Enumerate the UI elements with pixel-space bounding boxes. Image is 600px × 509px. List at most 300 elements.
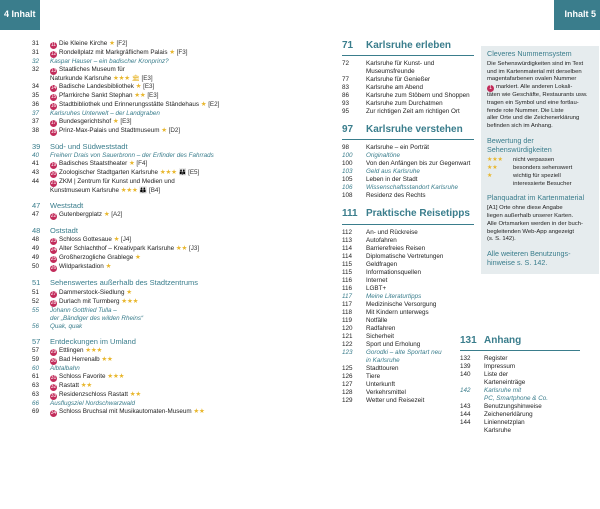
entry-title: An- und Rückreise — [366, 228, 418, 236]
page-number: 112 — [342, 228, 353, 236]
entry-title: Liste der — [484, 371, 509, 379]
entry-title: Medizinische Versorgung — [366, 300, 437, 308]
entry-text — [50, 49, 282, 58]
toc-entry — [342, 357, 474, 365]
entry-text — [50, 187, 282, 195]
page-number: 72 — [342, 60, 350, 68]
page-number: 47 — [32, 211, 40, 219]
sight-number-badge: 18 — [50, 129, 57, 135]
page-number: 34 — [32, 83, 40, 90]
toc-entry — [460, 371, 580, 379]
entry-title: Register — [484, 355, 508, 363]
section-title-ausserhalb: 51 Sehenswertes außerhalb des Stadtzentrums — [32, 278, 198, 288]
grid-reference: [B4] — [148, 187, 161, 195]
toc-entry — [32, 298, 282, 307]
sight-number-badge: 15 — [50, 94, 57, 100]
page-number: 61 — [32, 372, 40, 380]
page-number: 140 — [460, 371, 471, 379]
entry-title: Zeichenerklärung — [484, 411, 533, 419]
rating-stars: ★ — [200, 101, 207, 108]
sight-number-badge: 17 — [50, 120, 57, 126]
page-number: 142 — [460, 387, 471, 395]
entry-title: Schloss Favorite — [59, 372, 106, 380]
toc-entry — [342, 100, 474, 108]
sight-number-badge: 27 — [50, 290, 57, 297]
entry-title: Verkehrsmittel — [366, 388, 406, 396]
entry-text — [50, 254, 282, 263]
page-number: 93 — [342, 100, 350, 108]
toc-entry — [342, 309, 474, 317]
entry-title: Staatliches Museum für — [59, 66, 125, 73]
sidebar-more-hints — [487, 250, 593, 268]
entry-title: Ausflugsziel Nordschwarzwald — [50, 399, 136, 407]
entry-title: Johann Gottfried Tulla – — [50, 306, 117, 314]
rating-stars: ★★ — [175, 245, 188, 253]
entry-title: Schloss Bruchsal mit Musikautomaten-Museum — [59, 407, 192, 415]
entry-title: Wildparkstadion — [59, 263, 104, 271]
page-number — [342, 68, 366, 76]
sidebar-line: befinden sich im Anhang. — [487, 123, 553, 130]
rating-stars: ★ — [126, 288, 132, 296]
page-number: 59 — [32, 355, 40, 363]
sidebar-line: markiert. Alle anderen Lokali- — [496, 84, 573, 91]
toc-entry — [32, 110, 282, 118]
legend-row — [487, 181, 593, 188]
page-number: 31 — [32, 49, 40, 56]
rating-stars: ★ — [161, 127, 167, 134]
toc-entry — [342, 229, 474, 237]
page-number: 37 — [32, 110, 40, 117]
rating-stars: ★★★ — [121, 297, 139, 305]
toc-entry — [32, 289, 282, 298]
entry-title: Karlsruhe am Abend — [366, 84, 424, 92]
entry-text — [50, 83, 282, 92]
page-number: 100 — [342, 152, 353, 160]
entry-title: Ettlingen — [59, 346, 84, 354]
entry-text — [50, 365, 282, 373]
chapter-3-list — [342, 229, 474, 405]
chapter-4-list — [460, 355, 580, 435]
sidebar-text-numbers — [487, 61, 593, 131]
chapter-heading: 131 Anhang — [460, 335, 522, 346]
toc-entry — [342, 60, 474, 68]
page-number: 32 — [32, 66, 40, 73]
grid-reference: [A2] — [111, 211, 123, 219]
entry-text — [50, 307, 282, 315]
toc-entry — [342, 301, 474, 309]
page-number: 35 — [32, 92, 40, 99]
grid-reference: [E3] — [141, 75, 153, 82]
page-number: 77 — [342, 76, 350, 84]
header-right — [564, 9, 596, 20]
grid-reference: [E3] — [120, 118, 132, 125]
toc-entry — [342, 285, 474, 293]
page-number-left: 4 — [4, 9, 10, 19]
entry-text — [50, 236, 282, 245]
sight-number-badge: 19 — [50, 162, 57, 169]
toc-entry — [32, 83, 282, 92]
toc-entry — [342, 253, 474, 261]
sidebar-line: hinweise s. S. 142. — [487, 257, 548, 267]
grid-reference: [F3] — [176, 49, 188, 56]
toc-entry — [32, 118, 282, 127]
toc-entry — [32, 254, 282, 263]
page-number: 144 — [460, 419, 471, 427]
page-number: 116 — [342, 284, 353, 292]
entry-text — [50, 110, 282, 118]
left-toc-column — [32, 40, 282, 417]
rating-stars: ★★★ — [107, 372, 125, 380]
sidebar-line: täten wie Geschäfte, Restaurants usw. — [487, 92, 588, 99]
toc-entry — [342, 269, 474, 277]
page-number: 114 — [342, 244, 353, 252]
header-title-left: Inhalt — [11, 9, 36, 19]
toc-entry — [32, 347, 282, 356]
toc-entry — [32, 307, 282, 315]
entry-title: Museumsfreunde — [366, 68, 415, 76]
entry-text — [50, 289, 282, 298]
entry-text — [50, 160, 282, 169]
section-title-umland: 57 Entdeckungen im Umland — [32, 336, 136, 346]
toc-entry — [342, 365, 474, 373]
page-number: 63 — [32, 390, 40, 398]
grid-reference: [E2] — [208, 101, 220, 108]
entry-title: Residenz des Rechts — [366, 192, 426, 200]
grid-reference: [D2] — [168, 127, 181, 134]
page-number: 127 — [342, 380, 353, 388]
entry-text — [50, 245, 282, 254]
sight-number-badge: 22 — [50, 213, 57, 220]
entry-title: Alter Schlachthof – Kreativpark Karlsruhe — [59, 245, 175, 253]
entry-title: Benutzungshinweise — [484, 403, 542, 411]
section-title-oststadt: 48 Oststadt — [32, 226, 78, 236]
chapter-heading: 97 Karlsruhe verstehen — [342, 124, 463, 136]
page-number: 119 — [342, 316, 353, 324]
entry-text — [50, 178, 282, 187]
sight-number-badge: 32 — [50, 383, 57, 390]
legend-row — [487, 173, 593, 180]
entry-title: Bad Herrenalb — [59, 355, 100, 363]
rating-stars: ★ — [113, 236, 120, 244]
toc-entry — [342, 373, 474, 381]
page-number: 122 — [342, 340, 353, 348]
page-number: 31 — [32, 40, 40, 47]
page-number: 100 — [342, 160, 353, 168]
page-number: 49 — [32, 254, 40, 262]
page-number: 83 — [342, 84, 350, 92]
page-number: 132 — [460, 355, 471, 363]
sidebar-heading-numbers: Cleveres Nummernsystem — [487, 49, 572, 58]
entry-text — [50, 66, 282, 75]
entry-text — [50, 152, 282, 160]
page-number — [460, 427, 484, 435]
rating-stars: ★ — [103, 211, 110, 219]
entry-text — [50, 408, 282, 417]
entry-title: Von den Anfängen bis zur Gegenwart — [366, 160, 471, 168]
entry-title: Naturkunde Karlsruhe — [50, 75, 112, 82]
sight-number-badge: 25 — [50, 256, 57, 263]
sight-number-badge: 33 — [50, 392, 57, 399]
page-number-right: 5 — [590, 9, 596, 19]
toc-entry — [32, 263, 282, 272]
entry-title: Zur richtigen Zeit am richtigen Ort — [366, 108, 460, 116]
entry-text — [50, 58, 282, 66]
sight-number-badge: 28 — [50, 299, 57, 306]
entry-title: Impressum — [484, 363, 516, 371]
toc-group-5 — [32, 289, 282, 331]
toc-entry — [32, 356, 282, 365]
chapter-heading: 71 Karlsruhe erleben — [342, 40, 452, 51]
sidebar-line: Alle weiteren Benutzungs- — [487, 249, 571, 259]
toc-entry — [460, 403, 580, 411]
toc-entry — [342, 160, 474, 168]
page-number: 51 — [32, 288, 40, 296]
entry-text — [50, 101, 282, 110]
entry-title: Großherzogliche Grablege — [59, 254, 134, 262]
entry-text — [50, 323, 282, 331]
sidebar-heading-rating: Bewertung der Sehenswürdigkeiten — [487, 136, 552, 154]
legend-label: interessierte Besucher — [513, 181, 572, 188]
grid-reference: [E5] — [188, 169, 200, 177]
sight-number-badge: 30 — [50, 357, 57, 364]
entry-title: Karlsruhes Unterwelt – der Landgraben — [50, 110, 160, 117]
toc-entry — [460, 379, 580, 387]
rating-stars: ★★ — [129, 390, 141, 398]
toc-entry — [32, 365, 282, 373]
header-title-right: Inhalt — [564, 9, 589, 19]
rating-stars: ★ — [169, 49, 175, 56]
entry-title: Geldfragen — [366, 260, 398, 268]
toc-group-6 — [32, 347, 282, 417]
page-number: 121 — [342, 332, 353, 340]
rating-stars: ★ — [105, 263, 112, 271]
chapter-rule — [342, 224, 474, 225]
sight-number-badge: 13 — [50, 68, 57, 74]
toc-entry — [342, 261, 474, 269]
toc-entry — [342, 277, 474, 285]
rating-stars: ★★ — [80, 381, 92, 389]
sidebar-line: (s. S. 142). — [487, 236, 516, 243]
entry-title: Quak, quak — [50, 322, 83, 330]
entry-title: Liniennetzplan — [484, 419, 525, 427]
grid-reference: [J4] — [121, 236, 132, 244]
toc-entry — [342, 389, 474, 397]
entry-title: Rastatt — [59, 381, 79, 389]
entry-title: Karlsruhe zum Durchatmen — [366, 100, 443, 108]
page-number: 103 — [342, 168, 353, 176]
toc-entry — [342, 397, 474, 405]
sidebar-line: aller Orte und die Zeichenerklärung — [487, 115, 580, 122]
toc-entry — [342, 176, 474, 184]
toc-entry — [460, 355, 580, 363]
page-number: 38 — [32, 127, 40, 134]
rating-stars: ★ — [487, 173, 493, 179]
rating-stars: ★ — [129, 160, 135, 168]
entry-title: Tiere — [366, 372, 381, 380]
rating-stars: ★★ — [101, 355, 113, 363]
page-number: 115 — [342, 268, 353, 276]
page-number: 36 — [32, 101, 40, 108]
sidebar-line: [A1] Orte ohne diese Angabe — [487, 205, 563, 212]
entry-title: Badisches Staatstheater — [59, 160, 128, 168]
page-number: 128 — [342, 388, 353, 396]
entry-title: Schloss Gottesaue — [59, 236, 112, 244]
page-number: 52 — [32, 297, 40, 305]
toc-entry — [342, 144, 474, 152]
rating-stars: ★ — [112, 118, 119, 125]
sidebar-line: Die Sehenswürdigkeiten sind im Text — [487, 60, 584, 67]
sight-number-badge: 11 — [50, 42, 57, 48]
chapter-rule — [342, 139, 474, 140]
legend-label: wichtig für speziell — [513, 173, 561, 179]
entry-text — [50, 118, 282, 127]
page-number: 37 — [32, 118, 40, 125]
section-title-weststadt: 47 Weststadt — [32, 201, 84, 211]
page-number: 116 — [342, 276, 353, 284]
toc-entry — [342, 349, 474, 357]
toc-entry — [32, 323, 282, 331]
entry-text — [50, 211, 282, 220]
toc-entry — [32, 178, 282, 187]
entry-text — [50, 315, 282, 323]
page-number: 48 — [32, 236, 40, 244]
right-toc-column — [342, 40, 474, 405]
toc-entry — [460, 411, 580, 419]
sight-number-badge: 16 — [50, 103, 57, 109]
toc-entry — [32, 408, 282, 417]
entry-title: Unterkunft — [366, 380, 396, 388]
entry-text — [50, 169, 282, 178]
entry-title: Gutenbergplatz — [59, 211, 103, 219]
toc-entry — [32, 160, 282, 169]
toc-entry — [460, 395, 580, 403]
sidebar-line: fende rote Nummer. Die Liste — [487, 107, 564, 114]
sight-number-badge: 26 — [50, 265, 57, 272]
sight-number-badge: 23 — [50, 238, 57, 245]
page-number: 49 — [32, 245, 40, 253]
rating-stars: ★★★ — [85, 346, 103, 354]
grid-reference: [E3] — [147, 92, 159, 99]
page-number: 95 — [342, 108, 350, 116]
page-number — [342, 357, 366, 365]
entry-title: Wissenschaftsstandort Karlsruhe — [366, 184, 458, 192]
toc-entry — [342, 293, 474, 301]
entry-title: Internet — [366, 276, 388, 284]
toc-entry — [32, 169, 282, 178]
sidebar-heading-grid: Planquadrat im Kartenmaterial — [487, 193, 585, 203]
page-number: 86 — [342, 92, 350, 100]
toc-entry — [460, 363, 580, 371]
entry-title: Sicherheit — [366, 332, 395, 340]
entry-title: Stadttouren — [366, 364, 399, 372]
toc-entry — [460, 427, 580, 435]
toc-entry — [342, 341, 474, 349]
page-number: 120 — [342, 324, 353, 332]
page-number: 118 — [342, 308, 353, 316]
toc-entry — [32, 236, 282, 245]
entry-title: Kaspar Hauser – ein badischer Kronprinz? — [50, 58, 169, 65]
entry-title: Die Kleine Kirche — [59, 40, 108, 47]
page-number: 105 — [342, 176, 353, 184]
entry-text — [50, 356, 282, 365]
toc-entry — [342, 108, 474, 116]
page-number: 57 — [32, 346, 40, 354]
page-number: 41 — [32, 160, 40, 168]
entry-title: Stadtbibliothek und Erinnerungsstätte Ständehaus — [59, 101, 200, 108]
section-title-sued: 39 Süd- und Südweststadt — [32, 142, 128, 151]
toc-entry — [342, 192, 474, 200]
sight-number-badge: 24 — [50, 247, 57, 254]
grid-reference: [E3] — [143, 83, 155, 90]
entry-title: Bundesgerichtshof — [59, 118, 112, 125]
entry-text — [50, 298, 282, 307]
grid-reference: [F4] — [136, 160, 148, 168]
entry-title: Notfälle — [366, 316, 388, 324]
page-number: 113 — [342, 236, 353, 244]
toc-entry — [32, 66, 282, 75]
rating-stars: ★★★ — [487, 156, 503, 163]
header-left — [4, 9, 36, 20]
page-number: 123 — [342, 348, 353, 356]
entry-title: Freiherr Drais von Sauerbronn – der Erfinder des Fahrrads — [50, 152, 214, 160]
entry-text — [50, 75, 282, 83]
toc-entry — [342, 325, 474, 333]
entry-title: Wetter und Reisezeit — [366, 396, 425, 404]
sight-number-badge: 1 — [487, 85, 494, 92]
entry-title: Autofahren — [366, 236, 397, 244]
grid-reference: [F2] — [116, 40, 128, 47]
chapter-heading: 111 Praktische Reisetipps — [342, 208, 470, 220]
entry-title: Dammerstock-Siedlung — [59, 288, 125, 296]
entry-title: Pfarrkirche Sankt Stephan — [59, 92, 133, 99]
page-number: 60 — [32, 364, 40, 372]
toc-entry — [32, 245, 282, 254]
toc-entry — [342, 333, 474, 341]
entry-title: Gorodki – alte Sportart neu — [366, 348, 442, 356]
entry-text — [50, 40, 282, 49]
chapter-rule — [342, 55, 474, 56]
chapter-1-list — [342, 60, 474, 116]
entry-text — [50, 127, 282, 136]
page-number: 108 — [342, 192, 353, 200]
appendix-block — [460, 335, 580, 435]
page-number — [460, 379, 484, 387]
page-number: 50 — [32, 263, 40, 271]
toc-entry — [342, 84, 474, 92]
page-number: 117 — [342, 292, 353, 300]
toc-entry — [32, 187, 282, 195]
rating-stars: ★ — [109, 40, 115, 47]
toc-entry — [32, 92, 282, 101]
sight-number-badge: 20 — [50, 171, 57, 178]
entry-title: Karlsruhe – ein Porträt — [366, 144, 429, 152]
sidebar-line: magentafarbenen ovalen Nummer — [487, 76, 577, 83]
toc-entry — [342, 168, 474, 176]
page-number: 139 — [460, 363, 471, 371]
entry-title: Meine Literaturtipps — [366, 292, 422, 300]
page-number: 56 — [32, 322, 40, 330]
entry-title: Residenzschloss Rastatt — [59, 390, 128, 398]
rating-stars: ★ — [134, 254, 141, 262]
entry-title: Karlsruhe für Genießer — [366, 76, 431, 84]
page-number: 32 — [32, 58, 40, 65]
rating-stars — [487, 181, 513, 188]
chapter-2-list — [342, 144, 474, 200]
page-number — [460, 395, 484, 403]
sight-number-badge: 34 — [50, 409, 57, 416]
rating-stars: ★★ — [193, 407, 205, 415]
toc-group-4 — [32, 236, 282, 272]
